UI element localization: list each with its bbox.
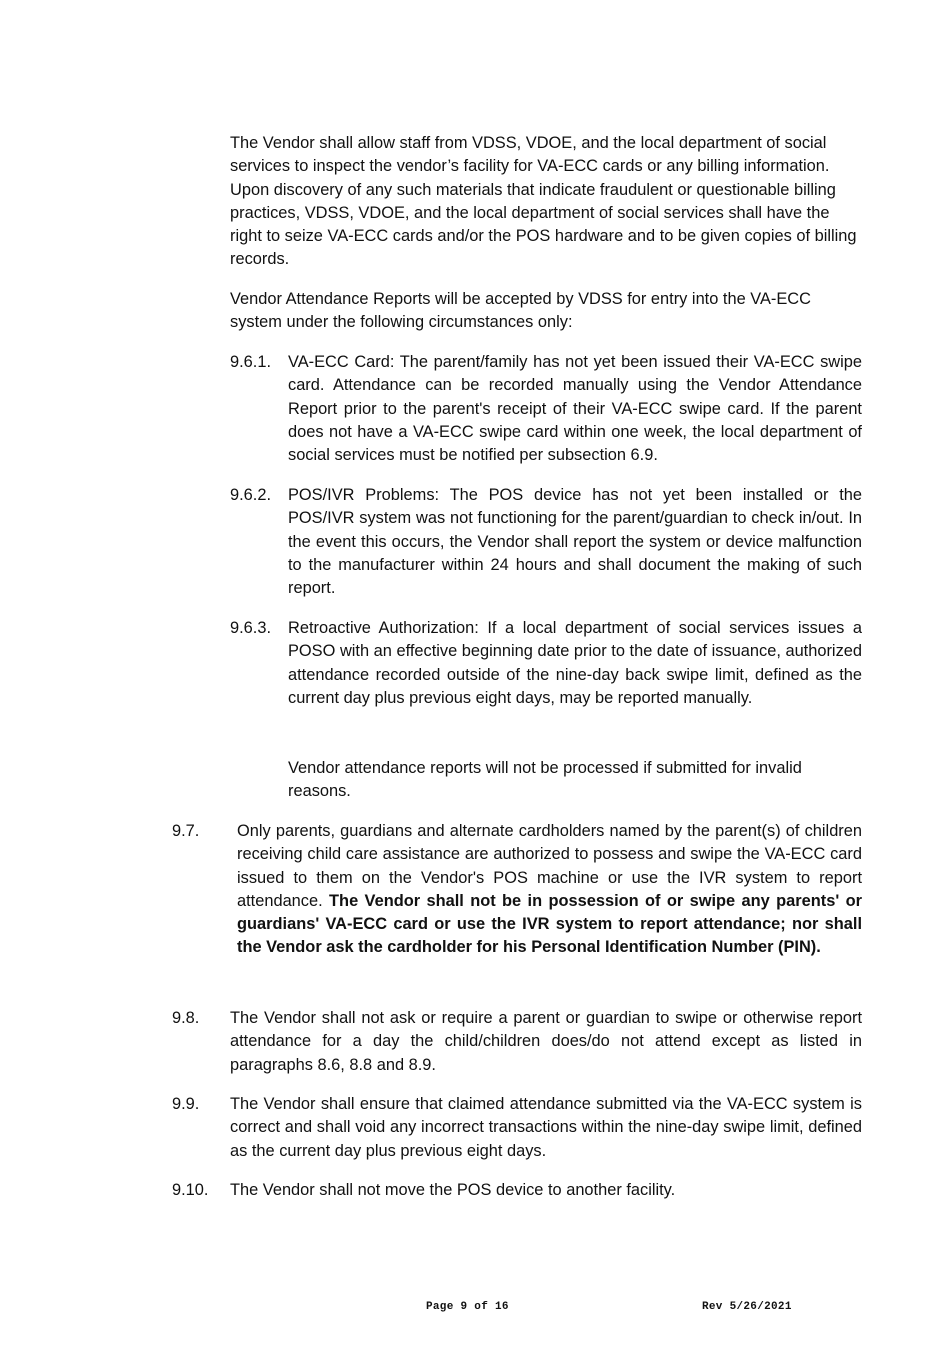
sub-item-text: VA-ECC Card: The parent/family has not yet been issued their VA-ECC swipe card. Attendance can be recorded manually using the Vendor Attendance Report prior to the parent's receipt of their VA-ECC swipe card. If the parent does not have a VA-ECC swipe card within one week, the local department of social services must be notified per subsection 6.9. (288, 353, 862, 465)
sub-item-number: 9.6.2. (230, 486, 272, 504)
footer-revision: Rev 5/26/2021 (702, 1301, 792, 1313)
sub-item-number: 9.6.3. (230, 619, 272, 637)
attendance-reports-intro: Vendor Attendance Reports will be accepted by VDSS for entry into the VA-ECC system under the following circumstances only: (230, 290, 811, 332)
footer-page-number: Page 9 of 16 (426, 1301, 509, 1313)
section-number-9-10: 9.10. (172, 1181, 209, 1199)
section-text-9-7-bold: The Vendor shall not be in possession of or swipe any parents' or guardians' VA-ECC card or use the IVR system to report attendance; nor shall the Vendor ask the cardholder for his Personal Identification Number (PIN). (237, 891, 862, 957)
section-text-9-7-regular: Only parents, guardians and alternate cardholders named by the parent(s) of children receiving child care assistance are authorized to possess and swipe the VA-ECC card issued to them on the Vendor's POS machine or use the IVR system to report attendance. (237, 822, 862, 910)
sub-item-number: 9.6.1. (230, 353, 272, 371)
section-text-9-10: The Vendor shall not move the POS device to another facility. (230, 1181, 676, 1199)
invalid-reasons-note: Vendor attendance reports will not be processed if submitted for invalid reasons. (288, 759, 802, 801)
inspection-paragraph: The Vendor shall allow staff from VDSS, VDOE, and the local department of social services to inspect the vendor’s facility for VA-ECC cards or any billing information. Upon discovery of any such materials that indicate fraudulent or questionable billing practices, VDSS, VDOE, and the local department of social services shall have the right to seize VA-ECC cards and/or the POS hardware and to be given copies of billing records. (230, 134, 857, 269)
section-number-9-7: 9.7. (172, 822, 200, 840)
section-text-9-8: The Vendor shall not ask or require a parent or guardian to swipe or otherwise report attendance for a day the child/children does/do not attend except as listed in paragraphs 8.6, 8.8 and 8.9. (230, 1009, 862, 1074)
sub-item-text: Retroactive Authorization: If a local department of social services issues a POSO with an effective beginning date prior to the date of issuance, authorized attendance recorded outside of the nine-day back swipe limit, defined as the current day plus previous eight days, may be reported manually. (288, 619, 862, 707)
section-number-9-8: 9.8. (172, 1009, 200, 1027)
section-number-9-9: 9.9. (172, 1095, 200, 1113)
sub-item-text: POS/IVR Problems: The POS device has not yet been installed or the POS/IVR system was not functioning for the parent/guardian to check in/out. In the event this occurs, the Vendor shall report the system or device malfunction to the manufacturer within 24 hours and shall document the making of such report. (288, 486, 862, 598)
section-text-9-9: The Vendor shall ensure that claimed attendance submitted via the VA-ECC system is correct and shall void any incorrect transactions within the nine-day swipe limit, defined as the current day plus previous eight days. (230, 1095, 862, 1160)
section-text-9-7 (237, 820, 862, 960)
